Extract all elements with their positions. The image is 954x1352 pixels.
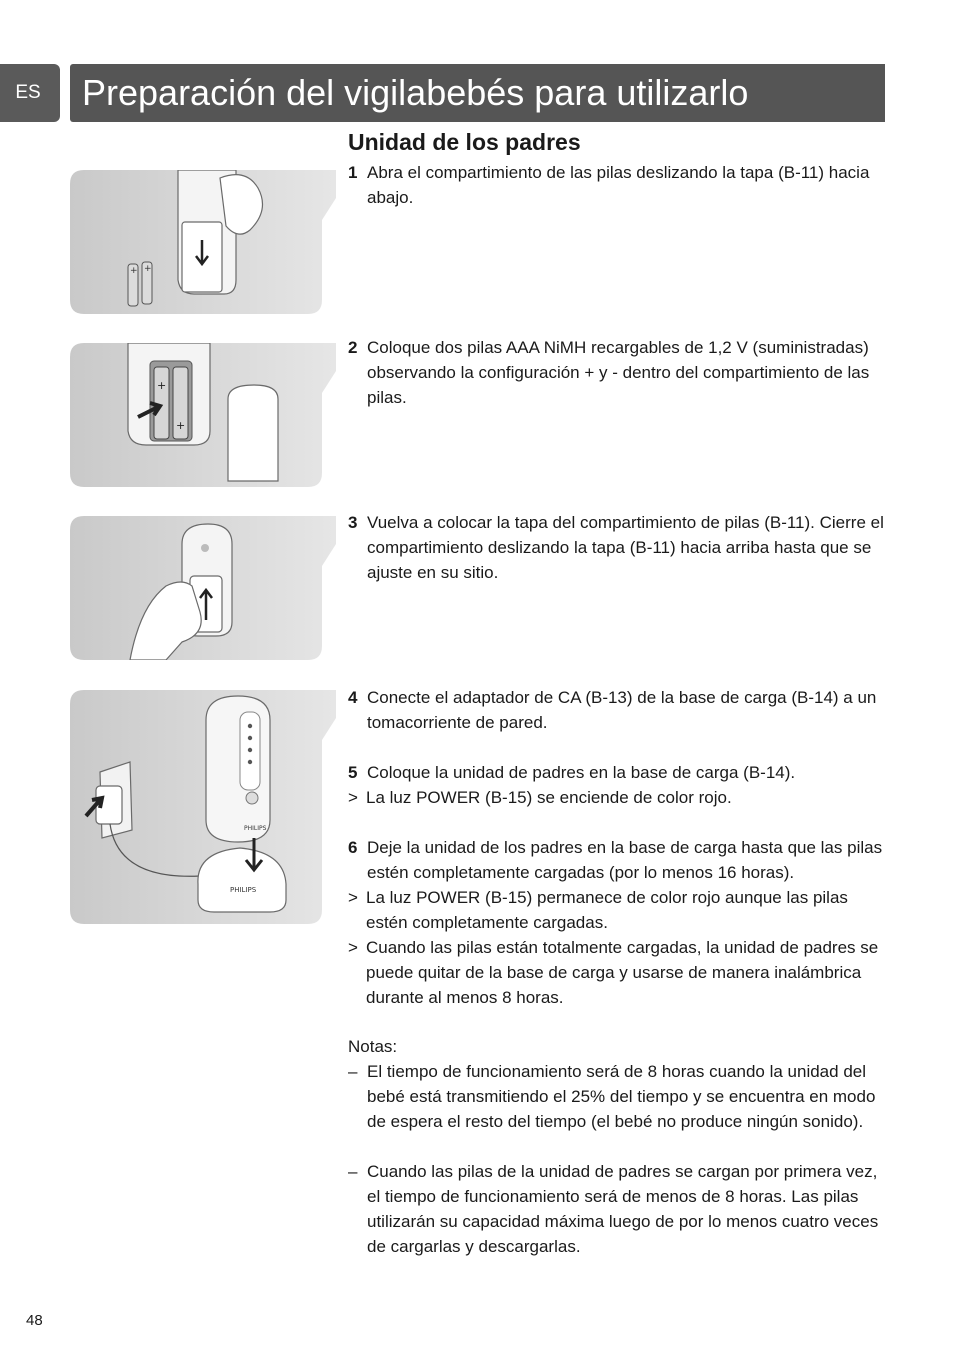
language-tab: ES [0, 64, 60, 122]
step-number: 6 [348, 838, 358, 857]
result-text: La luz POWER (B-15) se enciende de color rojo. [366, 788, 732, 807]
battery-plus-label: + [157, 379, 167, 392]
page-number: 48 [26, 1312, 43, 1329]
notes-label: Notas: [348, 1037, 398, 1056]
step-5 [348, 760, 888, 785]
illustration-insert-batteries [70, 343, 336, 487]
step-number: 3 [348, 513, 358, 532]
step-text: Conecte el adaptador de CA (B-13) de la base de carga (B-14) a un tomacorriente de pared. [367, 688, 877, 732]
result-marker: > [348, 788, 358, 807]
step-text: Deje la unidad de los padres en la base de carga hasta que las pilas estén completamente cargadas (por lo menos 16 horas). [367, 838, 883, 882]
note-text: El tiempo de funcionamiento será de 8 horas cuando la unidad del bebé está transmitiendo el 25% del tiempo y se encuentra en modo de espera el resto del tiempo (el bebé no produce ningún sonido). [367, 1062, 876, 1131]
step-text: Coloque dos pilas AAA NiMH recargables de 1,2 V (suministradas) observando la configuración + y - dentro del compartimiento de las pilas. [367, 338, 870, 407]
battery-plus-label: + [130, 266, 138, 276]
illustration-open-compartment [70, 170, 336, 314]
illustration-close-cover [70, 516, 336, 660]
battery-plus-label: + [144, 264, 152, 274]
indicator-light-icon [248, 760, 252, 764]
step-number: 1 [348, 163, 358, 182]
step-text: Abra el compartimiento de las pilas deslizando la tapa (B-11) hacia abajo. [367, 163, 870, 207]
battery-plus-label: + [176, 419, 186, 432]
step-6 [348, 835, 888, 885]
result-power-stays-red [348, 885, 888, 935]
note-item [348, 1059, 893, 1134]
result-text: La luz POWER (B-15) permanece de color rojo aunque las pilas estén completamente cargadas. [366, 888, 848, 932]
device-light-icon [201, 544, 209, 552]
brand-label: PHILIPS [244, 825, 267, 832]
result-marker: > [348, 938, 358, 957]
page-title: Preparación del vigilabebés para utilizarlo [70, 64, 885, 122]
result-marker: > [348, 888, 358, 907]
result-text: Cuando las pilas están totalmente cargadas, la unidad de padres se puede quitar de la base de carga y usarse de manera inalámbrica durante al menos 8 horas. [366, 938, 879, 1007]
step-1 [348, 160, 888, 210]
step-number: 2 [348, 338, 358, 357]
section-heading: Unidad de los padres [348, 129, 581, 155]
step-text: Coloque la unidad de padres en la base de carga (B-14). [367, 763, 796, 782]
step-3 [348, 510, 888, 585]
indicator-light-icon [248, 748, 252, 752]
note-marker: – [348, 1162, 358, 1181]
result-power-red [348, 785, 888, 810]
step-4 [348, 685, 888, 735]
indicator-light-icon [248, 736, 252, 740]
step-number: 4 [348, 688, 358, 707]
compartment-cover [228, 385, 278, 481]
note-text: Cuando las pilas de la unidad de padres se cargan por primera vez, el tiempo de funcionamiento será de menos de 8 horas. Las pilas utilizarán su capacidad máxima luego de por lo menos cuatro veces de cargarlas y descargarlas. [367, 1162, 879, 1256]
step-number: 5 [348, 763, 358, 782]
step-2 [348, 335, 888, 410]
result-fully-charged [348, 935, 888, 1010]
step-text: Vuelva a colocar la tapa del compartimiento de pilas (B-11). Cierre el compartimiento deslizando la tapa (B-11) hacia arriba hasta que se ajuste en su sitio. [367, 513, 884, 582]
illustration-charging-base [70, 690, 336, 924]
note-item [348, 1159, 893, 1259]
power-button-icon [246, 792, 258, 804]
indicator-light-icon [248, 724, 252, 728]
note-marker: – [348, 1062, 358, 1081]
brand-label: PHILIPS [230, 886, 257, 894]
